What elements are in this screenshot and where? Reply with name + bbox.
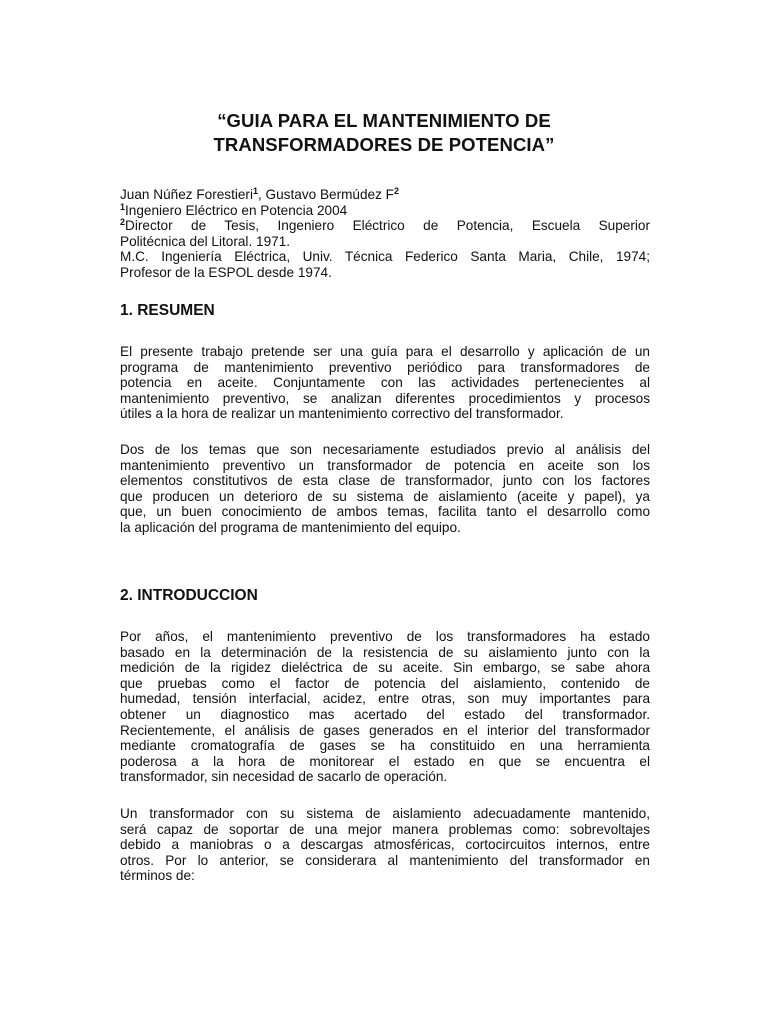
text-line: que pruebas como el factor de potencia del aislamiento, contenido de — [120, 675, 650, 691]
text-line: otros. Por lo anterior, se considerara al mantenimiento del transformador en — [120, 852, 650, 868]
text-line: El presente trabajo pretende ser una guía para el desarrollo y aplicación de un — [120, 344, 650, 359]
text-line: Recientemente, el análisis de gases generados en el interior del transformador — [120, 722, 650, 738]
resumen-paragraph-2 — [120, 442, 650, 536]
text-line: Por años, el mantenimiento preventivo de los transformadores ha estado — [120, 629, 650, 644]
section-heading-introduccion: 2. INTRODUCCION — [120, 587, 258, 604]
affiliation-2-line-1: $^2$Director de Tesis, Ingeniero Eléctrico de Potencia, Escuela Superior — [120, 217, 650, 233]
text-line: mantenimiento preventivo un transformador de potencia en aceite son los — [120, 457, 650, 473]
text-line: mediante cromatografía de gases se ha constituido en una herramienta — [120, 738, 650, 754]
text-line: potencia en aceite. Conjuntamente con las actividades pertenecientes al — [120, 375, 650, 391]
affiliation-2-line-2: Politécnica del Litoral. 1971. — [120, 233, 291, 249]
text-line: mantenimiento preventivo, se analizan diferentes procedimientos y procesos — [120, 390, 650, 406]
title-line-1: “GUIA PARA EL MANTENIMIENTO DE — [217, 110, 551, 131]
text-line: transformador, sin necesidad de sacarlo de operación. — [120, 769, 448, 785]
author-names: Juan Núñez Forestieri$^1$, Gustavo Bermúdez $F^2$ — [120, 186, 400, 202]
introduccion-paragraph-1 — [120, 629, 650, 785]
text-line: términos de: — [120, 868, 195, 884]
text-line: útiles a la hora de realizar un mantenimiento correctivo del transformador. — [120, 406, 564, 422]
text-line: que producen un deterioro de su sistema de aislamiento (aceite y papel), ya — [120, 488, 650, 504]
affiliation-1: $^1$Ingeniero Eléctrico en Potencia 2004 — [120, 201, 348, 218]
affiliation-3-line-1: M.C. Ingeniería Eléctrica, Univ. Técnica Federico Santa Maria, Chile, 1974; — [120, 249, 650, 264]
text-line: humedad, tensión interfacial, acidez, entre otras, son muy importantes para — [120, 691, 650, 707]
text-line: basado en la determinación de la resistencia de su aislamiento junto con la — [120, 644, 650, 660]
paper-title — [120, 109, 648, 157]
text-line: la aplicación del programa de mantenimiento del equipo. — [120, 519, 461, 535]
text-line: será capaz de soportar de una mejor manera problemas como: sobrevoltajes — [120, 821, 650, 837]
text-line: que, un buen conocimiento de ambos temas, facilita tanto el desarrollo como — [120, 504, 650, 520]
text-line: debido a maniobras o a descargas atmosféricas, cortocircuitos internos, entre — [120, 837, 650, 853]
author-block — [120, 187, 650, 280]
text-line: obtener un diagnostico mas acertado del estado del transformador. — [120, 706, 650, 722]
affiliation-3-line-2: Profesor de la ESPOL desde 1974. — [120, 264, 332, 280]
section-heading-resumen: 1. RESUMEN — [120, 302, 215, 319]
text-line: Dos de los temas que son necesariamente estudiados previo al análisis del — [120, 442, 650, 457]
text-line: elementos constitutivos de esta clase de transformador, junto con los factores — [120, 473, 650, 489]
resumen-paragraph-1 — [120, 344, 650, 422]
text-line: medición de la rigidez dieléctrica de su aceite. Sin embargo, se sabe ahora — [120, 660, 650, 676]
text-line: poderosa a la hora de monitorear el estado en que se encuentra el — [120, 753, 650, 769]
introduccion-paragraph-2 — [120, 806, 650, 884]
text-line: programa de mantenimiento preventivo periódico para transformadores de — [120, 359, 650, 375]
title-line-2: TRANSFORMADORES DE POTENCIA” — [213, 134, 555, 155]
text-line: Un transformador con su sistema de aislamiento adecuadamente mantenido, — [120, 806, 650, 821]
